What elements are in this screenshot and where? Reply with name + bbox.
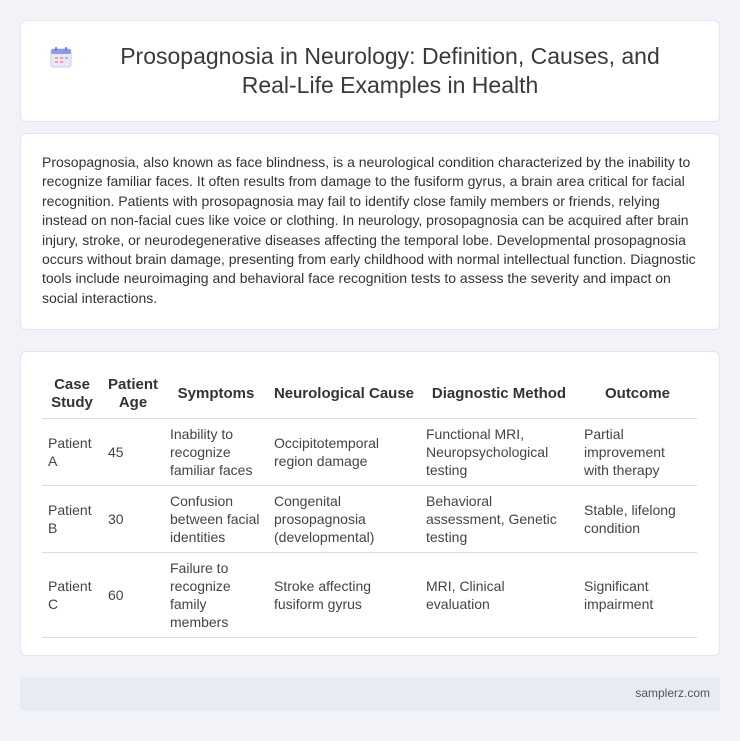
cell-cause: Stroke affecting fusiform gyrus: [268, 553, 420, 638]
intro-paragraph: Prosopagnosia, also known as face blindness, is a neurological condition characterized by the inability to recognize familiar faces. It often results from damage to the fusiform gyrus, a brain area critical for facial recognition. Patients with prosopagnosia may fail to identify close family members or friends, relying instead on non-facial cues like voice or clothing. In neurology, prosopagnosia can be acquired after brain injury, stroke, or neurodegenerative diseases affecting the temporal lobe. Developmental prosopagnosia occurs without brain damage, presenting from early childhood with normal intellectual function. Diagnostic tools include neuroimaging and behavioral face recognition tests to assess the severity and impact on social interactions.: [42, 154, 696, 306]
cell-outcome: Stable, lifelong condition: [578, 486, 697, 553]
table-row: [42, 486, 697, 553]
cell-age: 60: [102, 553, 164, 638]
table-header-row: [42, 370, 697, 419]
cell-case: Patient A: [42, 419, 102, 486]
header-neurological-cause: Neurological Cause: [268, 370, 420, 419]
cell-age: 30: [102, 486, 164, 553]
header-card: [20, 20, 720, 122]
cell-symptoms: Inability to recognize familiar faces: [164, 419, 268, 486]
header-case-study: Case Study: [42, 370, 102, 419]
header-symptoms: Symptoms: [164, 370, 268, 419]
table-card: [20, 351, 720, 656]
cell-method: Functional MRI, Neuropsychological testing: [420, 419, 578, 486]
cell-symptoms: Failure to recognize family members: [164, 553, 268, 638]
cell-method: Behavioral assessment, Genetic testing: [420, 486, 578, 553]
footer-site-link[interactable]: samplerz.com: [635, 686, 710, 700]
cell-method: MRI, Clinical evaluation: [420, 553, 578, 638]
case-table: [42, 370, 697, 638]
cell-symptoms: Confusion between facial identities: [164, 486, 268, 553]
intro-card: [20, 133, 720, 330]
cell-cause: Congenital prosopagnosia (developmental): [268, 486, 420, 553]
table-row: [42, 419, 697, 486]
cell-outcome: Significant impairment: [578, 553, 697, 638]
cell-case: Patient B: [42, 486, 102, 553]
cell-outcome: Partial improvement with therapy: [578, 419, 697, 486]
header-outcome: Outcome: [578, 370, 697, 419]
calendar-icon: [50, 46, 72, 68]
cell-case: Patient C: [42, 553, 102, 638]
table-row: [42, 553, 697, 638]
header-patient-age: Patient Age: [102, 370, 164, 419]
page-title: Prosopagnosia in Neurology: Definition, Causes, and Real-Life Examples in Health: [120, 43, 660, 98]
cell-age: 45: [102, 419, 164, 486]
cell-cause: Occipitotemporal region damage: [268, 419, 420, 486]
header-inner: [50, 42, 690, 100]
footer-bar: [20, 677, 720, 711]
header-diagnostic-method: Diagnostic Method: [420, 370, 578, 419]
